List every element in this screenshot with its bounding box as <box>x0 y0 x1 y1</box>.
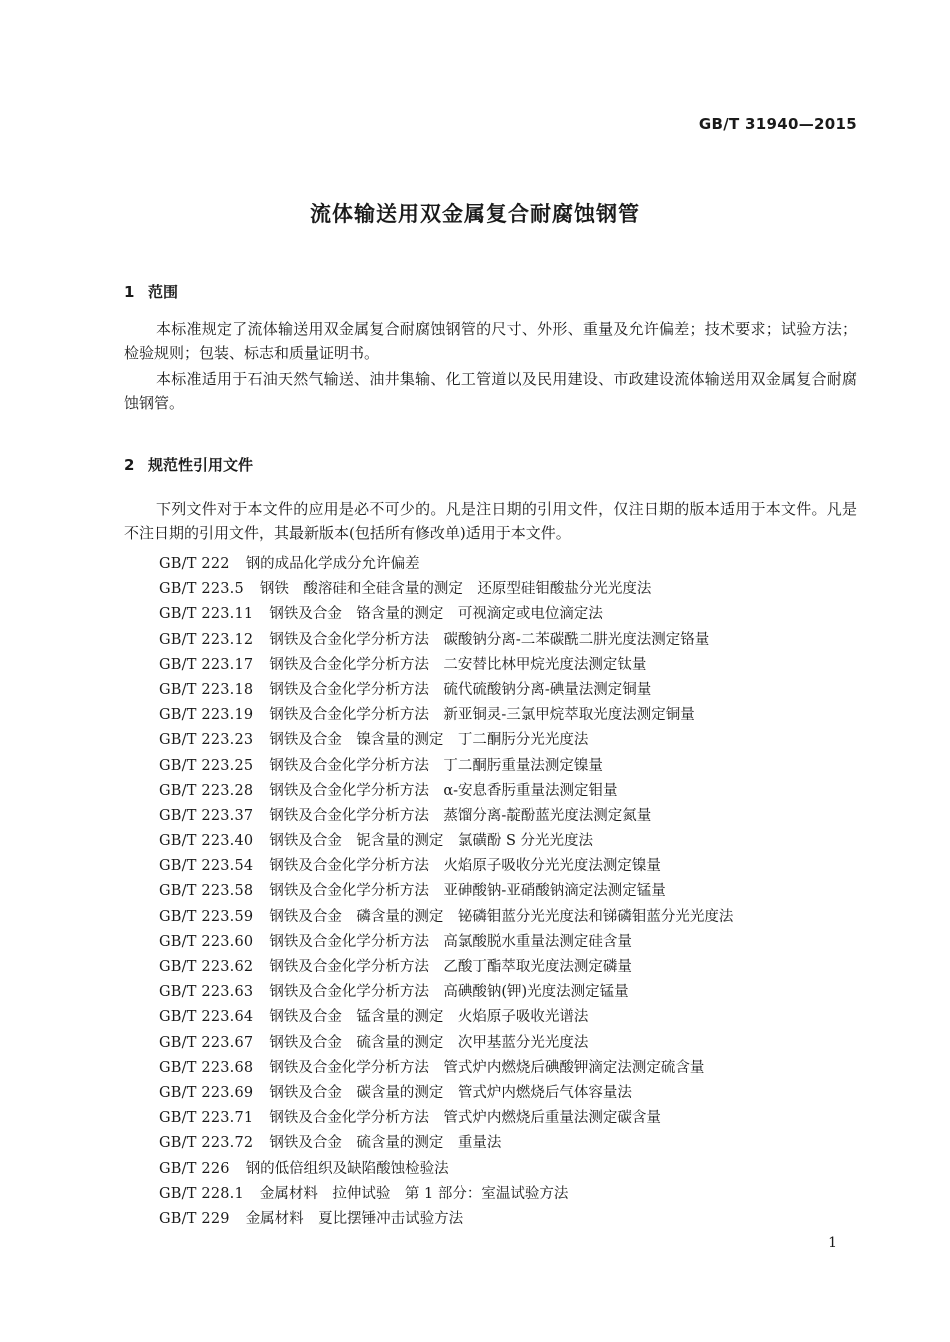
reference-item <box>159 1182 859 1207</box>
reference-code: GB/T 223.71 <box>159 1110 254 1127</box>
reference-title: 钢铁及合金化学分析方法 亚砷酸钠-亚硝酸钠滴定法测定锰量 <box>269 883 666 900</box>
reference-item <box>159 1081 859 1106</box>
reference-item <box>159 1207 859 1232</box>
reference-title: 钢铁及合金化学分析方法 高碘酸钠(钾)光度法测定锰量 <box>269 984 629 1001</box>
reference-item <box>159 1056 859 1081</box>
reference-item <box>159 955 859 980</box>
reference-title: 钢铁及合金化学分析方法 管式炉内燃烧后重量法测定碳含量 <box>269 1110 661 1127</box>
reference-item <box>159 552 859 577</box>
section-heading-normative-references <box>124 454 253 475</box>
reference-code: GB/T 223.54 <box>159 858 254 875</box>
reference-item <box>159 804 859 829</box>
reference-item <box>159 1157 859 1182</box>
reference-code: GB/T 223.11 <box>159 606 254 623</box>
reference-item <box>159 577 859 602</box>
reference-code: GB/T 223.68 <box>159 1059 254 1076</box>
section-number: 2 <box>124 456 135 474</box>
reference-title: 钢铁及合金化学分析方法 新亚铜灵-三氯甲烷萃取光度法测定铜量 <box>269 707 695 724</box>
reference-code: GB/T 222 <box>159 556 230 572</box>
reference-title: 金属材料 夏比摆锤冲击试验方法 <box>245 1210 464 1227</box>
reference-title: 金属材料 拉伸试验 第 1 部分：室温试验方法 <box>259 1185 569 1202</box>
reference-item <box>159 905 859 930</box>
reference-item <box>159 779 859 804</box>
reference-item <box>159 703 859 728</box>
section-title: 范围 <box>148 283 179 301</box>
reference-code: GB/T 223.12 <box>159 631 254 648</box>
reference-title: 钢铁及合金 锰含量的测定 火焰原子吸收光谱法 <box>269 1009 589 1026</box>
section-heading-scope <box>124 281 178 302</box>
reference-code: GB/T 223.64 <box>159 1009 254 1026</box>
reference-title: 钢铁及合金化学分析方法 硫代硫酸钠分离-碘量法测定铜量 <box>269 681 652 698</box>
reference-item <box>159 754 859 779</box>
reference-code: GB/T 223.17 <box>159 656 254 673</box>
reference-item <box>159 980 859 1005</box>
reference-item <box>159 728 859 753</box>
reference-item <box>159 602 859 627</box>
reference-title: 钢铁及合金化学分析方法 管式炉内燃烧后碘酸钾滴定法测定硫含量 <box>269 1059 705 1076</box>
reference-code: GB/T 223.19 <box>159 707 254 724</box>
reference-code: GB/T 223.5 <box>159 581 244 598</box>
reference-item <box>159 1106 859 1131</box>
reference-title: 钢铁 酸溶硅和全硅含量的测定 还原型硅钼酸盐分光光度法 <box>259 581 652 598</box>
reference-title: 钢铁及合金 硫含量的测定 次甲基蓝分光光度法 <box>269 1034 589 1051</box>
reference-code: GB/T 223.67 <box>159 1034 254 1051</box>
reference-title: 钢铁及合金 镍含量的测定 丁二酮肟分光光度法 <box>269 732 589 749</box>
section-number: 1 <box>124 283 135 301</box>
reference-title: 钢铁及合金化学分析方法 α-安息香肟重量法测定钼量 <box>269 782 618 799</box>
reference-code: GB/T 228.1 <box>159 1185 244 1202</box>
reference-item <box>159 628 859 653</box>
reference-title: 钢的成品化学成分允许偏差 <box>245 556 420 572</box>
reference-title: 钢的低倍组织及缺陷酸蚀检验法 <box>245 1160 449 1177</box>
reference-code: GB/T 229 <box>159 1210 230 1227</box>
reference-title: 钢铁及合金 磷含量的测定 铋磷钼蓝分光光度法和锑磷钼蓝分光光度法 <box>269 908 734 925</box>
reference-title: 钢铁及合金化学分析方法 乙酸丁酯萃取光度法测定磷量 <box>269 959 632 975</box>
reference-code: GB/T 223.72 <box>159 1135 254 1152</box>
reference-title: 钢铁及合金 铬含量的测定 可视滴定或电位滴定法 <box>269 606 603 623</box>
reference-code: GB/T 223.28 <box>159 782 254 799</box>
reference-title: 钢铁及合金化学分析方法 碳酸钠分离-二苯碳酰二肼光度法测定铬量 <box>269 631 710 648</box>
scope-paragraph-1: 本标准规定了流体输送用双金属复合耐腐蚀钢管的尺寸、外形、重量及允许偏差；技术要求；试验方法；检验规则；包装、标志和质量证明书。 <box>124 320 857 362</box>
scope-paragraph-2: 本标准适用于石油天然气输送、油井集输、化工管道以及民用建设、市政建设流体输送用双金属复合耐腐蚀钢管。 <box>124 370 857 412</box>
reference-list <box>159 552 859 1232</box>
reference-code: GB/T 223.25 <box>159 757 254 774</box>
reference-item <box>159 1005 859 1030</box>
reference-item <box>159 879 859 904</box>
reference-code: GB/T 223.69 <box>159 1084 254 1101</box>
reference-code: GB/T 223.59 <box>159 908 254 925</box>
reference-item <box>159 1131 859 1156</box>
reference-title: 钢铁及合金化学分析方法 高氯酸脱水重量法测定硅含量 <box>269 933 632 950</box>
references-intro-paragraph: 下列文件对于本文件的应用是必不可少的。凡是注日期的引用文件，仅注日期的版本适用于本文件。凡是不注日期的引用文件，其最新版本(包括所有修改单)适用于本文件。 <box>124 500 857 542</box>
reference-code: GB/T 223.60 <box>159 933 254 950</box>
reference-title: 钢铁及合金 碳含量的测定 管式炉内燃烧后气体容量法 <box>269 1084 632 1101</box>
reference-code: GB/T 223.23 <box>159 732 254 749</box>
reference-title: 钢铁及合金 硫含量的测定 重量法 <box>269 1135 502 1152</box>
reference-code: GB/T 223.40 <box>159 833 254 850</box>
reference-code: GB/T 223.37 <box>159 807 254 824</box>
page-number: 1 <box>828 1235 837 1251</box>
reference-item <box>159 829 859 854</box>
reference-title: 钢铁及合金化学分析方法 火焰原子吸收分光光度法测定镍量 <box>269 858 661 875</box>
reference-item <box>159 653 859 678</box>
reference-title: 钢铁及合金化学分析方法 蒸馏分离-靛酚蓝光度法测定氮量 <box>269 807 652 824</box>
reference-item <box>159 1031 859 1056</box>
reference-code: GB/T 223.58 <box>159 883 254 900</box>
reference-title: 钢铁及合金化学分析方法 丁二酮肟重量法测定镍量 <box>269 757 603 774</box>
reference-code: GB/T 226 <box>159 1160 230 1177</box>
reference-code: GB/T 223.62 <box>159 959 254 975</box>
reference-item <box>159 854 859 879</box>
section-title: 规范性引用文件 <box>148 456 254 474</box>
reference-code: GB/T 223.18 <box>159 681 254 698</box>
reference-item <box>159 678 859 703</box>
standard-code: GB/T 31940—2015 <box>698 115 857 133</box>
reference-item <box>159 930 859 955</box>
reference-code: GB/T 223.63 <box>159 984 254 1001</box>
reference-title: 钢铁及合金化学分析方法 二安替比林甲烷光度法测定钛量 <box>269 656 647 673</box>
document-title: 流体输送用双金属复合耐腐蚀钢管 <box>310 202 640 226</box>
reference-title: 钢铁及合金 铌含量的测定 氯磺酚 S 分光光度法 <box>269 833 593 850</box>
